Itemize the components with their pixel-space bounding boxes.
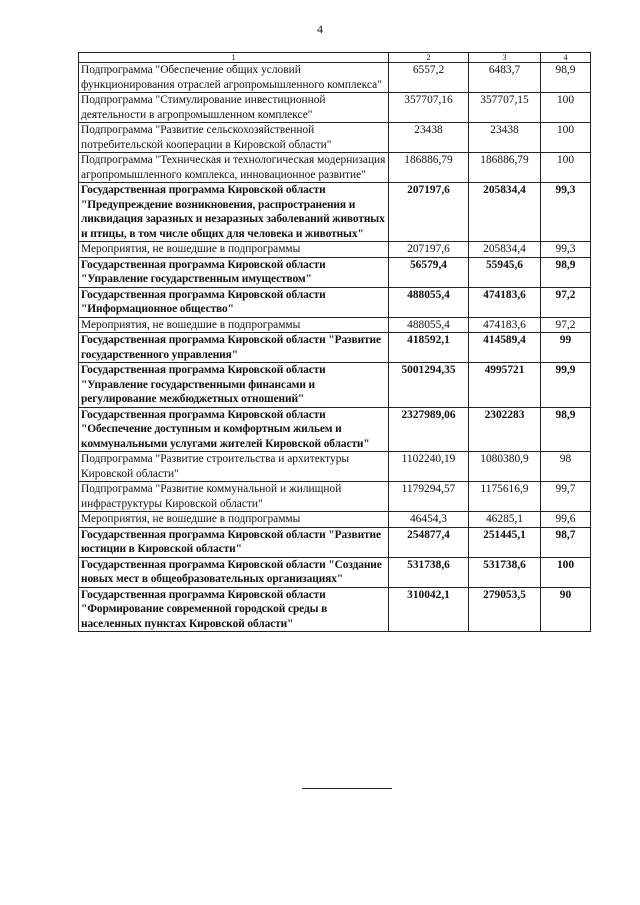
row-name-cell: Мероприятия, не вошедшие в подпрограммы [79,242,389,258]
table-body [79,63,591,632]
row-name-cell: Подпрограмма "Развитие строительства и архитектуры Кировской области" [79,452,389,482]
table-row [79,482,591,512]
row-name-cell: Подпрограмма "Развитие сельскохозяйственной потребительской кооперации в Кировской области" [79,123,389,153]
row-value-col2-cell: 488055,4 [389,287,469,317]
row-value-col2-cell: 310042,1 [389,587,469,632]
row-value-col4-cell: 98,9 [541,407,591,452]
row-name-cell: Государственная программа Кировской области "Управление государственными финансами и регулирование межбюджетных отношений" [79,363,389,408]
row-value-col2-cell: 1102240,19 [389,452,469,482]
row-value-col4-cell: 100 [541,153,591,183]
row-value-col2-cell: 56579,4 [389,257,469,287]
row-value-col2-cell: 207197,6 [389,242,469,258]
row-value-col4-cell: 100 [541,557,591,587]
row-name-cell: Государственная программа Кировской области "Создание новых мест в общеобразовательных организациях" [79,557,389,587]
row-name-cell: Мероприятия, не вошедшие в подпрограммы [79,512,389,528]
row-value-col2-cell: 1179294,57 [389,482,469,512]
row-value-col3-cell: 531738,6 [469,557,541,587]
table-row [79,363,591,408]
table-row [79,183,591,242]
header-row [79,53,591,63]
table-row [79,257,591,287]
row-value-col4-cell: 98,9 [541,63,591,93]
row-name-cell: Государственная программа Кировской области "Развитие государственного управления" [79,333,389,363]
table-row [79,287,591,317]
table-row [79,407,591,452]
page-number: 4 [317,22,323,36]
row-value-col3-cell: 205834,4 [469,183,541,242]
row-value-col2-cell: 186886,79 [389,153,469,183]
row-value-col2-cell: 23438 [389,123,469,153]
row-value-col3-cell: 55945,6 [469,257,541,287]
table-row [79,123,591,153]
row-value-col2-cell: 46454,3 [389,512,469,528]
table-row [79,587,591,632]
row-name-cell: Мероприятия, не вошедшие в подпрограммы [79,317,389,333]
row-value-col3-cell: 251445,1 [469,527,541,557]
column-header-3: 3 [469,53,541,63]
row-value-col4-cell: 100 [541,93,591,123]
row-value-col2-cell: 418592,1 [389,333,469,363]
row-name-cell: Государственная программа Кировской области "Развитие юстиции в Кировской области" [79,527,389,557]
row-name-cell: Подпрограмма "Стимулирование инвестиционной деятельности в агропромышленном комплексе" [79,93,389,123]
table-row [79,63,591,93]
row-name-cell: Подпрограмма "Обеспечение общих условий функционирования отраслей агропромышленного комплекса" [79,63,389,93]
column-header-4: 4 [541,53,591,63]
footer-divider [302,788,392,789]
row-value-col2-cell: 254877,4 [389,527,469,557]
row-value-col4-cell: 98,7 [541,527,591,557]
row-name-cell: Подпрограмма "Техническая и технологическая модернизация агропромышленного комплекса, инновационное развитие" [79,153,389,183]
row-value-col3-cell: 357707,15 [469,93,541,123]
row-value-col3-cell: 205834,4 [469,242,541,258]
row-value-col4-cell: 99 [541,333,591,363]
row-value-col3-cell: 4995721 [469,363,541,408]
row-value-col3-cell: 1175616,9 [469,482,541,512]
table-row [79,242,591,258]
row-value-col4-cell: 99,7 [541,482,591,512]
row-value-col4-cell: 99,3 [541,183,591,242]
table-row [79,93,591,123]
row-value-col4-cell: 100 [541,123,591,153]
budget-execution-table [78,52,591,632]
row-value-col4-cell: 90 [541,587,591,632]
table-row [79,527,591,557]
row-name-cell: Подпрограмма "Развитие коммунальной и жилищной инфраструктуры Кировской области" [79,482,389,512]
row-value-col4-cell: 97,2 [541,287,591,317]
row-name-cell: Государственная программа Кировской области "Информационное общество" [79,287,389,317]
row-value-col2-cell: 5001294,35 [389,363,469,408]
row-value-col4-cell: 98,9 [541,257,591,287]
row-value-col3-cell: 414589,4 [469,333,541,363]
row-value-col2-cell: 207197,6 [389,183,469,242]
row-value-col2-cell: 357707,16 [389,93,469,123]
row-name-cell: Государственная программа Кировской области "Предупреждение возникновения, распространения и ликвидация заразных и незаразных заболеваний животных и птицы, в том числе общих для человека и животных" [79,183,389,242]
row-name-cell: Государственная программа Кировской области "Формирование современной городской среды в населенных пунктах Кировской области" [79,587,389,632]
row-value-col3-cell: 6483,7 [469,63,541,93]
row-value-col4-cell: 99,3 [541,242,591,258]
row-value-col4-cell: 99,9 [541,363,591,408]
row-value-col4-cell: 98 [541,452,591,482]
table-row [79,333,591,363]
row-value-col2-cell: 488055,4 [389,317,469,333]
row-value-col3-cell: 23438 [469,123,541,153]
row-value-col4-cell: 97,2 [541,317,591,333]
row-value-col3-cell: 474183,6 [469,317,541,333]
row-value-col3-cell: 1080380,9 [469,452,541,482]
row-value-col2-cell: 6557,2 [389,63,469,93]
row-name-cell: Государственная программа Кировской области "Обеспечение доступным и комфортным жильем и коммунальными услугами жителей Кировской области" [79,407,389,452]
column-header-1: 1 [79,53,389,63]
row-name-cell: Государственная программа Кировской области "Управление государственным имуществом" [79,257,389,287]
row-value-col3-cell: 46285,1 [469,512,541,528]
row-value-col3-cell: 279053,5 [469,587,541,632]
row-value-col3-cell: 2302283 [469,407,541,452]
column-header-2: 2 [389,53,469,63]
table-row [79,512,591,528]
table-row [79,153,591,183]
table-row [79,557,591,587]
row-value-col2-cell: 2327989,06 [389,407,469,452]
table-row [79,452,591,482]
row-value-col2-cell: 531738,6 [389,557,469,587]
row-value-col3-cell: 186886,79 [469,153,541,183]
row-value-col4-cell: 99,6 [541,512,591,528]
row-value-col3-cell: 474183,6 [469,287,541,317]
table-row [79,317,591,333]
